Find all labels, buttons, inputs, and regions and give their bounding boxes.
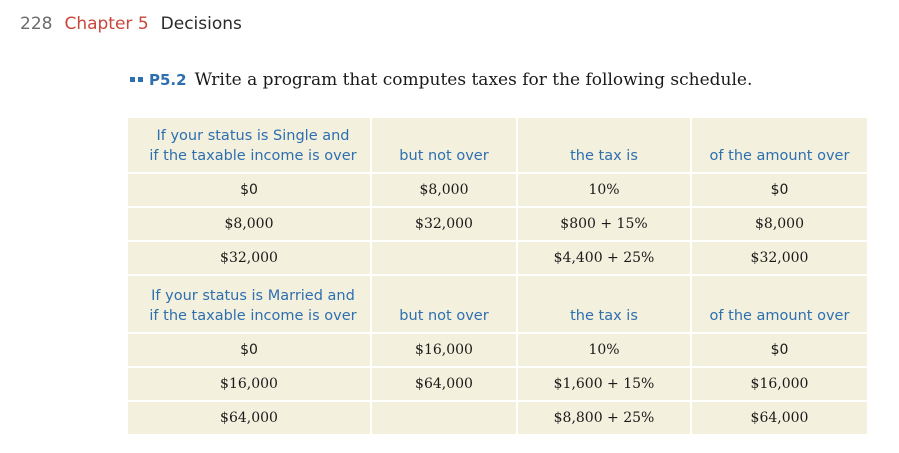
amount-over-cell: $0 bbox=[690, 172, 867, 206]
income-over-cell: $16,000 bbox=[128, 366, 370, 400]
page-number: 228 bbox=[20, 14, 53, 34]
amount-over-header: of the amount over bbox=[690, 274, 867, 332]
exercise-text: Write a program that computes taxes for the following schedule. bbox=[194, 70, 753, 90]
not-over-cell: $16,000 bbox=[370, 332, 516, 366]
income-over-cell: $0 bbox=[128, 172, 370, 206]
chapter-label: Chapter 5 bbox=[64, 14, 149, 34]
table-row bbox=[128, 332, 867, 366]
table-row bbox=[128, 206, 867, 240]
income-over-cell: $32,000 bbox=[128, 240, 370, 274]
income-over-cell: $8,000 bbox=[128, 206, 370, 240]
not-over-cell: $32,000 bbox=[370, 206, 516, 240]
exercise-heading bbox=[130, 70, 752, 90]
difficulty-marker-icon bbox=[138, 77, 143, 82]
single-status-header bbox=[128, 118, 370, 172]
status-header-line: If your status is Single and bbox=[156, 128, 350, 144]
running-head bbox=[20, 14, 242, 34]
section-title: Decisions bbox=[160, 14, 242, 34]
table-row bbox=[128, 172, 867, 206]
income-over-cell: $64,000 bbox=[128, 400, 370, 434]
exercise-number: P5.2 bbox=[149, 71, 187, 89]
not-over-cell bbox=[370, 240, 516, 274]
tax-schedule-table bbox=[128, 118, 867, 434]
married-status-header bbox=[128, 274, 370, 332]
amount-over-cell: $32,000 bbox=[690, 240, 867, 274]
not-over-cell bbox=[370, 400, 516, 434]
tax-cell: $1,600 + 15% bbox=[516, 366, 690, 400]
amount-over-header: of the amount over bbox=[690, 118, 867, 172]
not-over-cell: $8,000 bbox=[370, 172, 516, 206]
tax-is-header: the tax is bbox=[516, 118, 690, 172]
tax-cell: $4,400 + 25% bbox=[516, 240, 690, 274]
tax-cell: $800 + 15% bbox=[516, 206, 690, 240]
table-row bbox=[128, 400, 867, 434]
income-over-cell: $0 bbox=[128, 332, 370, 366]
tax-cell: 10% bbox=[516, 332, 690, 366]
but-not-over-header: but not over bbox=[370, 118, 516, 172]
status-header-line: if the taxable income is over bbox=[149, 148, 357, 164]
married-header-row bbox=[128, 274, 867, 332]
tax-cell: 10% bbox=[516, 172, 690, 206]
difficulty-marker-icon bbox=[130, 77, 135, 82]
amount-over-cell: $16,000 bbox=[690, 366, 867, 400]
amount-over-cell: $0 bbox=[690, 332, 867, 366]
table-row bbox=[128, 240, 867, 274]
amount-over-cell: $8,000 bbox=[690, 206, 867, 240]
tax-cell: $8,800 + 25% bbox=[516, 400, 690, 434]
table-row bbox=[128, 366, 867, 400]
tax-is-header: the tax is bbox=[516, 274, 690, 332]
single-header-row bbox=[128, 118, 867, 172]
but-not-over-header: but not over bbox=[370, 274, 516, 332]
not-over-cell: $64,000 bbox=[370, 366, 516, 400]
status-header-line: If your status is Married and bbox=[151, 288, 355, 304]
amount-over-cell: $64,000 bbox=[690, 400, 867, 434]
status-header-line: if the taxable income is over bbox=[149, 308, 357, 324]
